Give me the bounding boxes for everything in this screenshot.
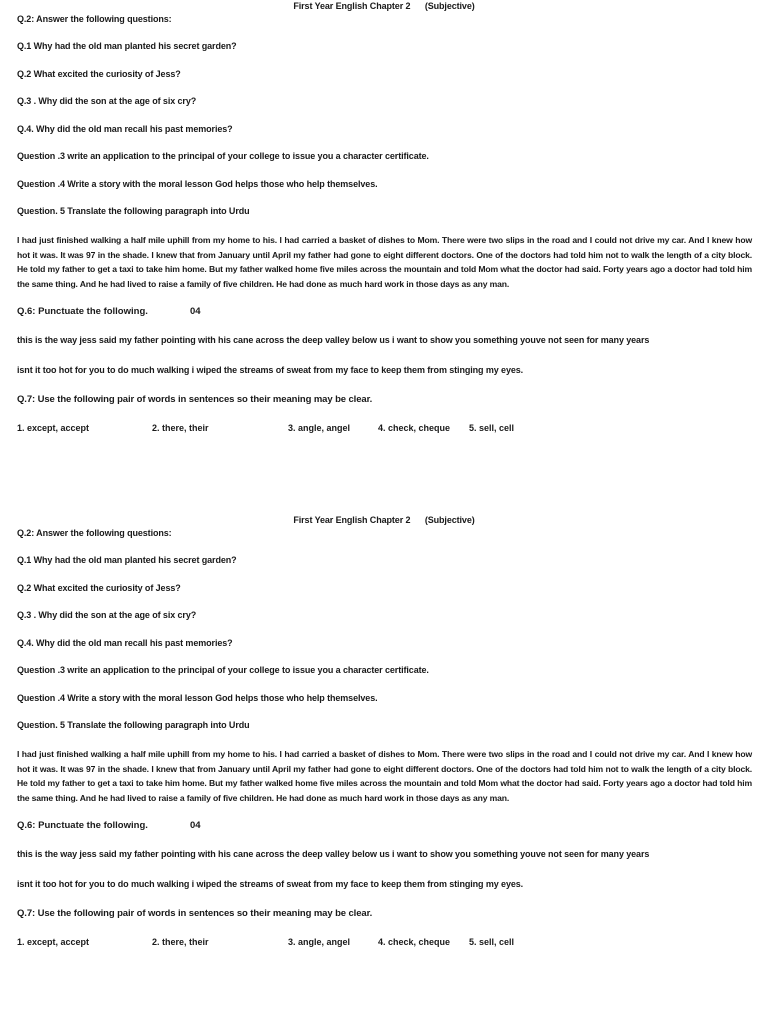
word-pair: 3. angle, angel bbox=[288, 937, 351, 947]
q6-row bbox=[17, 306, 201, 317]
q7-heading: Q.7: Use the following pair of words in sentences so their meaning may be clear. bbox=[17, 908, 373, 919]
question-3: Question .3 write an application to the principal of your college to issue you a character certificate. bbox=[17, 665, 429, 675]
question-4: Question .4 Write a story with the moral lesson God helps those who help themselves. bbox=[17, 179, 378, 189]
word-pair: 3. angle, angel bbox=[288, 423, 351, 433]
q6-row bbox=[17, 820, 201, 831]
question-item: Q.4. Why did the old man recall his past memories? bbox=[17, 638, 233, 648]
question-5: Question. 5 Translate the following paragraph into Urdu bbox=[17, 206, 250, 216]
word-pair: 2. there, their bbox=[152, 937, 209, 947]
question-item: Q.2 What excited the curiosity of Jess? bbox=[17, 69, 181, 79]
word-pair: 1. except, accept bbox=[17, 937, 90, 947]
word-pairs bbox=[17, 423, 577, 435]
page-title: First Year English Chapter 2 (Subjective) bbox=[293, 1, 475, 11]
q7-heading: Q.7: Use the following pair of words in sentences so their meaning may be clear. bbox=[17, 394, 373, 405]
q6-heading: Q.6: Punctuate the following. bbox=[17, 306, 148, 317]
worksheet-2 bbox=[0, 514, 768, 1028]
question-3: Question .3 write an application to the principal of your college to issue you a character certificate. bbox=[17, 151, 429, 161]
question-item: Q.1 Why had the old man planted his secret garden? bbox=[17, 555, 237, 565]
question-item: Q.3 . Why did the son at the age of six cry? bbox=[17, 96, 197, 106]
word-pair: 2. there, their bbox=[152, 423, 209, 433]
word-pair: 4. check, cheque bbox=[378, 937, 451, 947]
punctuate-sentence: this is the way jess said my father pointing with his cane across the deep valley below us i want to show you something youve not seen for many years bbox=[17, 335, 650, 345]
question-item: Q.4. Why did the old man recall his past memories? bbox=[17, 124, 233, 134]
word-pair: 5. sell, cell bbox=[469, 423, 515, 433]
q2-heading: Q.2: Answer the following questions: bbox=[17, 528, 172, 538]
question-item: Q.3 . Why did the son at the age of six cry? bbox=[17, 610, 197, 620]
translation-paragraph: I had just finished walking a half mile uphill from my home to his. I had carried a basket of dishes to Mom. There were two slips in the road and I could not drive my car. And I knew how hot it was. It was 97 in the shade. I knew that from January until April my father had gone to eight different doctors. One of the doctors had told him not to walk the length of a city block. He told my father to get a taxi to take him home. But my father walked home five miles across the mountain and told Mom what the doctor had said. Forty years ago a doctor had told him the same thing. And he had lived to raise a family of five children. He had done as much hard work in those days as any man. bbox=[17, 235, 752, 290]
punctuate-sentence: isnt it too hot for you to do much walking i wiped the streams of sweat from my face to keep them from stinging my eyes. bbox=[17, 365, 524, 375]
q6-marks: 04 bbox=[190, 820, 201, 831]
word-pair: 1. except, accept bbox=[17, 423, 90, 433]
word-pairs bbox=[17, 937, 577, 949]
translation-paragraph: I had just finished walking a half mile uphill from my home to his. I had carried a basket of dishes to Mom. There were two slips in the road and I could not drive my car. And I knew how hot it was. It was 97 in the shade. I knew that from January until April my father had gone to eight different doctors. One of the doctors had told him not to walk the length of a city block. He told my father to get a taxi to take him home. But my father walked home five miles across the mountain and told Mom what the doctor had said. Forty years ago a doctor had told him the same thing. And he had lived to raise a family of five children. He had done as much hard work in those days as any man. bbox=[17, 749, 752, 804]
question-item: Q.1 Why had the old man planted his secret garden? bbox=[17, 41, 237, 51]
punctuate-sentence: isnt it too hot for you to do much walking i wiped the streams of sweat from my face to keep them from stinging my eyes. bbox=[17, 879, 524, 889]
word-pair: 5. sell, cell bbox=[469, 937, 515, 947]
q6-heading: Q.6: Punctuate the following. bbox=[17, 820, 148, 831]
q6-marks: 04 bbox=[190, 306, 201, 317]
q2-heading: Q.2: Answer the following questions: bbox=[17, 14, 172, 24]
question-4: Question .4 Write a story with the moral lesson God helps those who help themselves. bbox=[17, 693, 378, 703]
question-5: Question. 5 Translate the following paragraph into Urdu bbox=[17, 720, 250, 730]
question-item: Q.2 What excited the curiosity of Jess? bbox=[17, 583, 181, 593]
word-pair: 4. check, cheque bbox=[378, 423, 451, 433]
punctuate-sentence: this is the way jess said my father pointing with his cane across the deep valley below us i want to show you something youve not seen for many years bbox=[17, 849, 650, 859]
page-title: First Year English Chapter 2 (Subjective) bbox=[293, 515, 475, 525]
